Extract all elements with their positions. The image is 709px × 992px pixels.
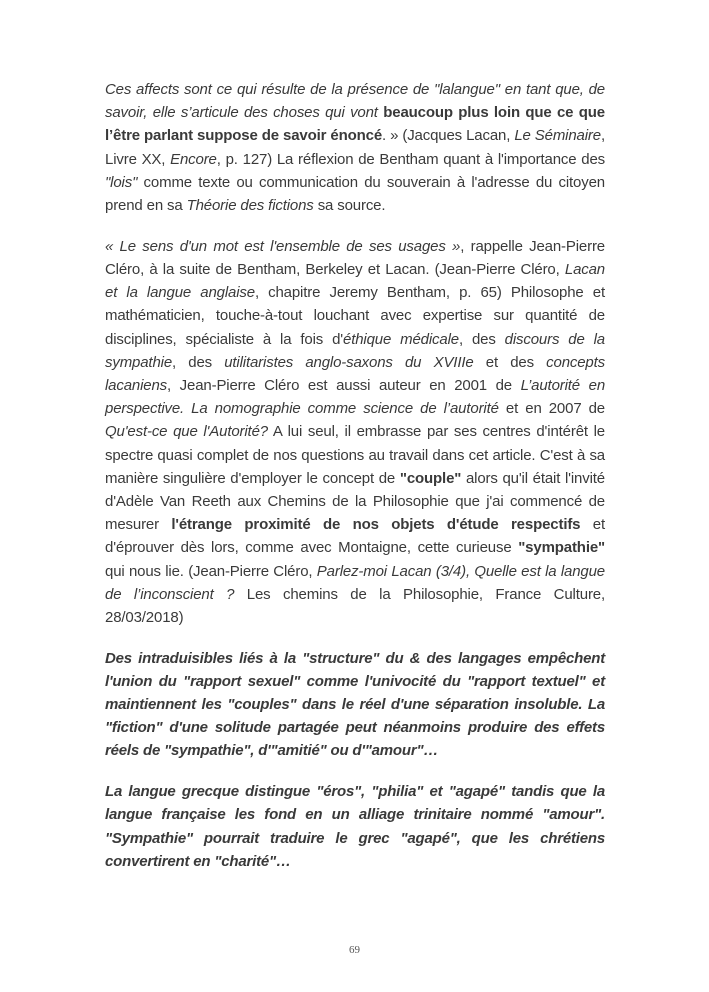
paragraph-lacan-quote xyxy=(105,78,605,217)
text-run: « Le sens d'un mot est l'ensemble de ses usages » xyxy=(105,237,461,255)
text-run: discours de la sympathie xyxy=(105,330,605,371)
text-run: A lui seul, il embrasse par ses centres d'intérêt le spectre quasi complet de nos questions au travail dans cet article. C'est à sa manière singulière d'employer le concept de xyxy=(105,423,605,487)
text-run: et d'éprouver dès lors, comme avec Montaigne, cette curieuse xyxy=(105,516,606,557)
text-run: Encore xyxy=(170,150,217,168)
text-run: , Livre XX, xyxy=(105,127,605,168)
text-run: l'étrange proximité de nos objets d'étude respectifs xyxy=(171,516,581,534)
text-run: Parlez-moi Lacan (3/4), Quelle est la langue de l’inconscient ? xyxy=(105,562,605,603)
text-run: Qu'est-ce que l'Autorité? xyxy=(105,423,268,441)
text-run: Les chemins de la Philosophie, France Culture, 28/03/2018) xyxy=(105,585,606,626)
text-run: Ces affects sont ce qui résulte de la présence de "lalangue" en tant que, de savoir, elle s’articule des choses qui vont xyxy=(105,81,605,122)
text-run: concepts lacaniens xyxy=(105,353,605,394)
text-run: Lacan et la langue anglaise xyxy=(105,260,605,302)
text-run: , des xyxy=(172,353,225,371)
text-run: La langue grecque distingue "éros", "philia" et "agapé" tandis que la langue française les fond en un alliage trinitaire nommé "amour". "Sympathie" pourrait traduire le grec "agapé", que les chrétiens convertirent en "charité"… xyxy=(105,783,605,870)
text-run: , chapitre Jeremy Bentham, p. 65) Philosophe et mathématicien, touche-à-tout louchant avec expertise sur quantité de disciplines, spécialiste à la fois d' xyxy=(105,284,605,348)
text-run: et des xyxy=(473,353,547,371)
paragraph-clero xyxy=(105,235,605,629)
text-run: sa source. xyxy=(313,197,386,215)
text-run: . » (Jacques Lacan, xyxy=(382,127,515,145)
text-run: comme texte ou communication du souverain à l'adresse du citoyen prend en sa xyxy=(105,173,605,215)
text-run: , p. 127) La réflexion de Bentham quant à l'importance des xyxy=(216,150,605,168)
page-body xyxy=(105,78,605,891)
text-run: , rappelle Jean-Pierre Cléro, à la suite de Bentham, Berkeley et Lacan. (Jean-Pierre Cléro, xyxy=(105,237,606,278)
text-run: "couple" xyxy=(399,469,462,487)
text-run: éthique médicale xyxy=(343,330,459,348)
text-run: et en 2007 de xyxy=(498,400,605,418)
text-run: beaucoup plus loin que ce que l’être parlant suppose de savoir énoncé xyxy=(105,104,605,145)
text-run: Des intraduisibles liés à la "structure" du & des langages empêchent l'union du "rapport sexuel" comme l'univocité du "rapport textuel" et maintiennent les "couples" dans le réel d'une séparation insoluble. La "fiction" d'une solitude partagée peut néanmoins produire des effets réels de "sympathie", d'"amitié" ou d'"amour"… xyxy=(105,649,605,760)
text-run: alors qu'il était l'invité d'Adèle Van Reeth aux Chemins de la Philosophie que j'ai commencé de mesurer xyxy=(105,469,605,534)
text-run: "lois" xyxy=(105,173,138,191)
text-run: , Jean-Pierre Cléro est aussi auteur en 2001 de xyxy=(167,376,521,394)
text-run: L’autorité en perspective. La nomographie comme science de l’autorité xyxy=(105,376,606,418)
paragraph-intraduisibles xyxy=(105,647,605,763)
text-run: qui nous lie. (Jean-Pierre Cléro, xyxy=(105,562,317,580)
text-run: Le Séminaire xyxy=(514,127,601,145)
text-run: , des xyxy=(458,330,505,348)
text-run: "sympathie" xyxy=(518,539,605,557)
text-run: Théorie des fictions xyxy=(186,197,314,215)
paragraph-langue-grecque xyxy=(105,780,605,873)
page-number: 69 xyxy=(349,944,360,956)
text-run: utilitaristes anglo-saxons du XVIIIe xyxy=(224,353,474,371)
